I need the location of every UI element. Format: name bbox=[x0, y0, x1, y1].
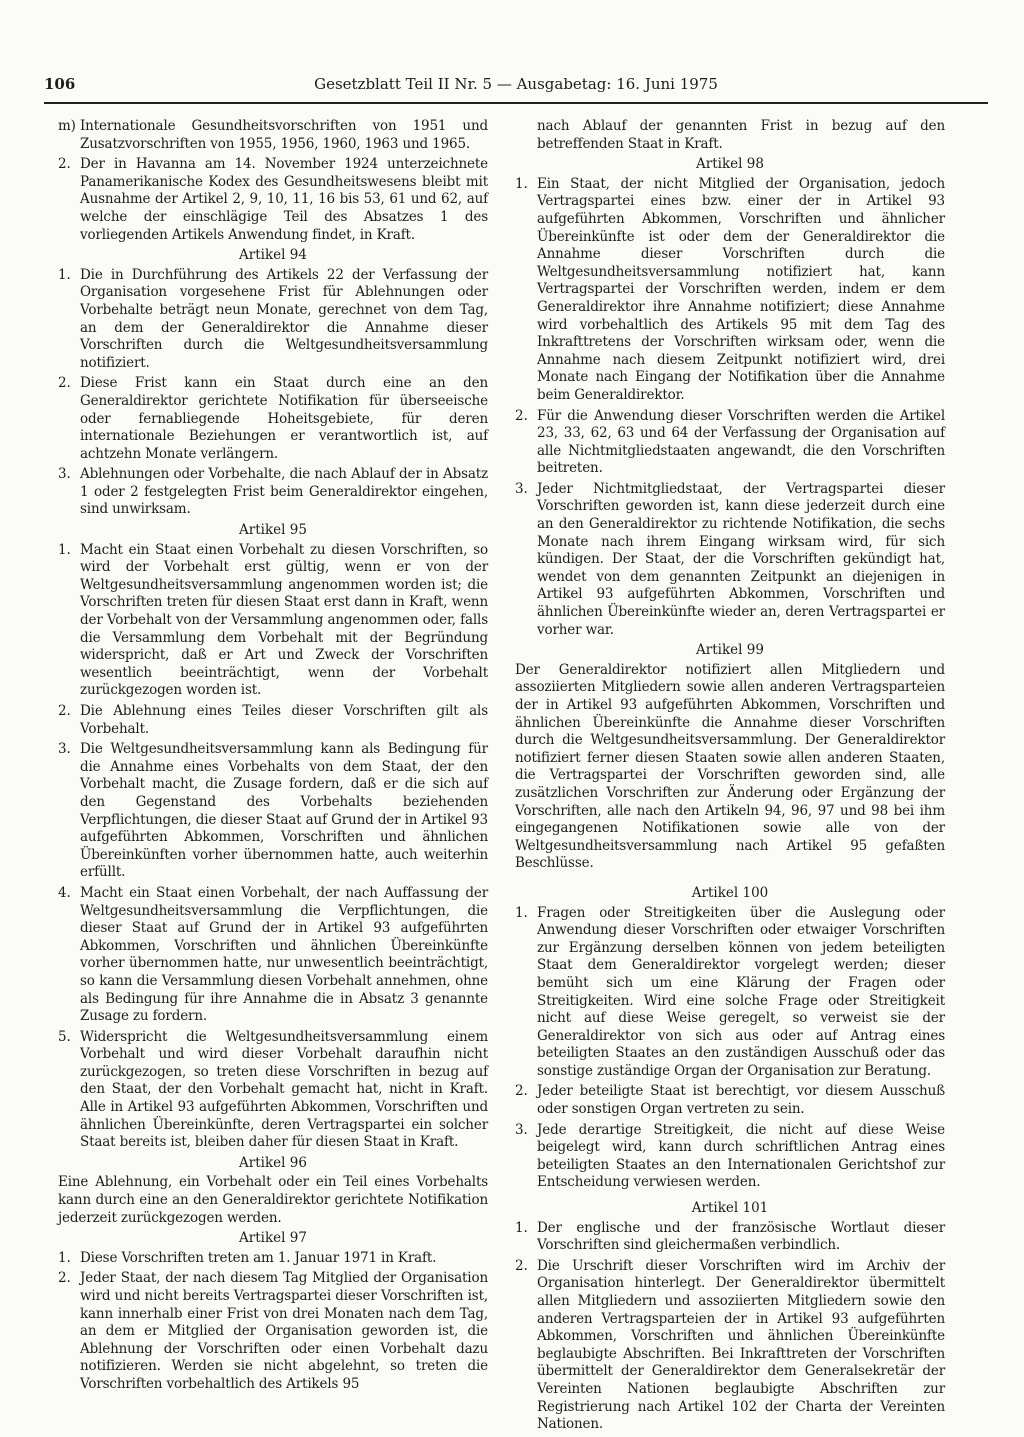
article-95-paragraph: 1. Macht ein Staat einen Vorbehalt zu diesen Vorschriften, so wird der Vorbehalt erst gültig, wenn er von der Weltgesundheitsversammlung angenommen worden ist; die Vorschriften treten für diesen Staat erst dann in Kraft, wenn der Vorbehalt von der Versammlung angenommen oder, falls die Versammlung dem Vorbehalt mit der Begründung widerspricht, daß er Art und Zweck der Vorschriften wesentlich beeinträchtigt, wenn der Vorbehalt zurückgezogen worden ist. bbox=[58, 541, 488, 699]
article-100-heading: Artikel 100 bbox=[691, 884, 769, 901]
article-97-paragraph: 1. Diese Vorschriften treten am 1. Januar 1971 in Kraft. bbox=[58, 1249, 437, 1266]
article-95-paragraph: 2. Die Ablehnung eines Teiles dieser Vorschriften gilt als Vorbehalt. bbox=[58, 703, 488, 737]
article-101-paragraph: 1. Der englische und der französische Wortlaut dieser Vorschriften sind gleichermaßen verbindlich. bbox=[515, 1219, 945, 1254]
article-100-paragraph: 1. Fragen oder Streitigkeiten über die Auslegung oder Anwendung dieser Vorschriften oder etwaiger Vorschriften zur Ergänzung derselben können von jedem beteiligten Staat dem Generaldirektor vorgelegt werden; dieser bemüht sich um eine Klärung der Fragen oder Streitigkeiten. Wird eine solche Frage oder Streitigkeit nicht auf diese Weise geregelt, so verweist sie der Generaldirektor von sich aus oder auf Antrag eines beteiligten Staates an den zuständigen Ausschuß oder das sonstige zuständige Organ der Organisation zur Beratung. bbox=[515, 904, 945, 1079]
article-94-paragraph: 3. Ablehnungen oder Vorbehalte, die nach Ablauf der in Absatz 1 oder 2 festgelegten Frist beim Generaldirektor eingehen, sind unwirksam. bbox=[58, 466, 488, 518]
page-header bbox=[44, 76, 988, 104]
article-95-paragraph: 4. Macht ein Staat einen Vorbehalt, der nach Auffassung der Weltgesundheitsversammlung die Verpflichtungen, die dieser Staat auf Grund der in Artikel 93 aufgeführten Abkommen, Vorschriften und ähnlichen Übereinkünfte vorher übernommen hatte, nur unwesentlich beeinträchtigt, so kann die Versammlung diesen Vorbehalt annehmen, ohne als Bedingung für ihre Annahme die in Absatz 3 genannte Zusage zu fordern. bbox=[58, 884, 488, 1025]
article-94-paragraph: 1. Die in Durchführung des Artikels 22 der Verfassung der Organisation vorgesehene Frist für Ablehnungen oder Vorbehalte beträgt neun Monate, gerechnet von dem Tag, an dem der Generaldirektor die Annahme dieser Vorschriften durch die Weltgesundheitsversammlung notifiziert. bbox=[58, 266, 488, 371]
article-98-paragraph: 3. Jeder Nichtmitgliedstaat, der Vertragspartei dieser Vorschriften geworden ist, kann diese jederzeit durch eine an den Generaldirektor zu richtende Notifikation, die sechs Monate nach ihrem Eingang wirksam wird, für sich kündigen. Der Staat, der die Vorschriften gekündigt hat, wendet von dem genannten Zeitpunkt an diejenigen in Artikel 93 aufgeführten Abkommen, Vorschriften und ähnlichen Übereinkünfte wieder an, deren Vertragspartei er vorher war. bbox=[515, 480, 945, 638]
article-99-heading: Artikel 99 bbox=[696, 642, 764, 659]
header-title: Gesetzblatt Teil II Nr. 5 — Ausgabetag: 16. Juni 1975 bbox=[314, 75, 718, 93]
article-101-paragraph: 2. Die Urschrift dieser Vorschriften wird im Archiv der Organisation hinterlegt. Der Generaldirektor übermittelt allen Mitgliedern und assoziierten Mitgliedern sowie den anderen Vertragsparteien der in Artikel 93 aufgeführten Abkommen, Vorschriften und ähnlichen Übereinkünfte beglaubigte Abschriften. Bei Inkrafttreten der Vorschriften übermittelt der Generaldirektor dem Generalsekretär der Vereinten Nationen beglaubigte Abschriften zur Registrierung nach Artikel 102 der Charta der Vereinten Nationen. bbox=[515, 1257, 945, 1433]
left-column bbox=[58, 118, 488, 1397]
article-97-paragraph: 2. Jeder Staat, der nach diesem Tag Mitglied der Organisation wird und nicht bereits Vertragspartei dieser Vorschriften ist, kann innerhalb einer Frist von drei Monaten nach dem Tag, an dem er Mitglied der Organisation geworden ist, die Ablehnung der Vorschriften oder einen Vorbehalt dazu notifizieren. Werden sie nicht abgelehnt, so treten die Vorschriften vorbehaltlich des Artikels 95 bbox=[58, 1270, 488, 1392]
article-99-text: Der Generaldirektor notifiziert allen Mitgliedern und assoziierten Mitgliedern sowie allen anderen Vertragsparteien der in Artikel 93 aufgeführten Abkommen, Vorschriften und ähnlichen Übereinkünfte die Annahme dieser Vorschriften durch die Weltgesundheitsversammlung. Der Generaldirektor notifiziert ferner diesen Staaten sowie allen anderen Staaten, die Vertragspartei der Vorschriften geworden sind, alle zusätzlichen Vorschriften zur Änderung oder Ergänzung der Vorschriften, alle nach den Artikeln 94, 96, 97 und 98 bei ihm eingegangenen Notifikationen sowie alle von der Weltgesundheitsversammlung nach Artikel 95 gefaßten Beschlüsse. bbox=[515, 661, 945, 872]
article-95-paragraph: 3. Die Weltgesundheitsversammlung kann als Bedingung für die Annahme eines Vorbehalts von dem Staat, der den Vorbehalt macht, die Zusage fordern, daß er die sich auf den Gegenstand des Vorbehalts beziehenden Verpflichtungen, die dieser Staat auf Grund der in Artikel 93 aufgeführten Abkommen, Vorschriften und ähnlichen Übereinkünften vorher übernommen hatte, auch weiterhin erfüllt. bbox=[58, 741, 488, 881]
continuation-text: nach Ablauf der genannten Frist in bezug auf den betreffenden Staat in Kraft. bbox=[537, 118, 945, 152]
article-95-paragraph: 5. Widerspricht die Weltgesundheitsversammlung einem Vorbehalt und wird dieser Vorbehalt daraufhin nicht zurückgezogen, so treten diese Vorschriften in bezug auf den Staat, der den Vorbehalt gemacht hat, nicht in Kraft. Alle in Artikel 93 aufgeführten Abkommen, Vorschriften und ähnlichen Übereinkünfte, deren Vertragspartei ein solcher Staat bereits ist, bleiben daher für diesen Staat in Kraft. bbox=[58, 1028, 488, 1151]
article-96-text: Eine Ablehnung, ein Vorbehalt oder ein Teil eines Vorbehalts kann durch eine an den Generaldirektor gerichtete Notifikation jederzeit zurückgezogen werden. bbox=[58, 1174, 488, 1226]
article-98-heading: Artikel 98 bbox=[696, 156, 764, 173]
article-100-paragraph: 3. Jede derartige Streitigkeit, die nicht auf diese Weise beigelegt wird, kann durch schriftlichen Antrag eines beteiligten Staates an den Internationalen Gerichtshof zur Entscheidung verwiesen werden. bbox=[515, 1121, 945, 1191]
article-98-paragraph: 1. Ein Staat, der nicht Mitglied der Organisation, jedoch Vertragspartei eines bzw. einer der in Artikel 93 aufgeführten Abkommen, Vorschriften und ähnlicher Übereinkünfte ist oder dem der Generaldirektor die Annahme dieser Vorschriften durch die Weltgesundheitsversammlung notifiziert hat, kann Vertragspartei der Vorschriften werden, indem er dem Generaldirektor ihre Annahme notifiziert; diese Annahme wird vorbehaltlich des Artikels 95 mit dem Tag des Inkrafttretens der Vorschriften wirksam oder, wenn die Annahme nach diesem Zeitpunkt notifiziert wird, drei Monate nach Eingang der Notifikation über die Annahme beim Generaldirektor. bbox=[515, 175, 945, 403]
paragraph-2: 2. Der in Havanna am 14. November 1924 unterzeichnete Panamerikanische Kodex des Gesundheitswesens bleibt mit Ausnahme der Artikel 2, 9, 10, 11, 16 bis 53, 61 und 62, auf welche der einschlägige Teil des Absatzes 1 des vorliegenden Artikels Anwendung findet, in Kraft. bbox=[58, 156, 488, 243]
article-94-heading: Artikel 94 bbox=[239, 247, 307, 264]
article-97-heading: Artikel 97 bbox=[239, 1230, 307, 1247]
page-number: 106 bbox=[44, 75, 76, 93]
article-98-paragraph: 2. Für die Anwendung dieser Vorschriften werden die Artikel 23, 33, 62, 63 und 64 der Verfassung der Organisation auf alle Nichtmitgliedstaaten angewandt, die den Vorschriften beitreten. bbox=[515, 407, 945, 477]
article-101-heading: Artikel 101 bbox=[691, 1200, 769, 1217]
article-100-paragraph: 2. Jeder beteiligte Staat ist berechtigt, vor diesem Ausschuß oder sonstigen Organ vertreten zu sein. bbox=[515, 1083, 945, 1118]
article-95-heading: Artikel 95 bbox=[239, 522, 307, 539]
article-94-paragraph: 2. Diese Frist kann ein Staat durch eine an den Generaldirektor gerichtete Notifikation für überseeische oder fernabliegende Hoheitsgebiete, für deren internationale Beziehungen er verantwortlich ist, auf achtzehn Monate verlängern. bbox=[58, 375, 488, 462]
right-column bbox=[515, 118, 945, 1437]
paragraph-m: m) Internationale Gesundheitsvorschriften von 1951 und Zusatzvorschriften von 1955, 1956, 1960, 1963 und 1965. bbox=[58, 118, 488, 152]
article-96-heading: Artikel 96 bbox=[239, 1154, 307, 1171]
